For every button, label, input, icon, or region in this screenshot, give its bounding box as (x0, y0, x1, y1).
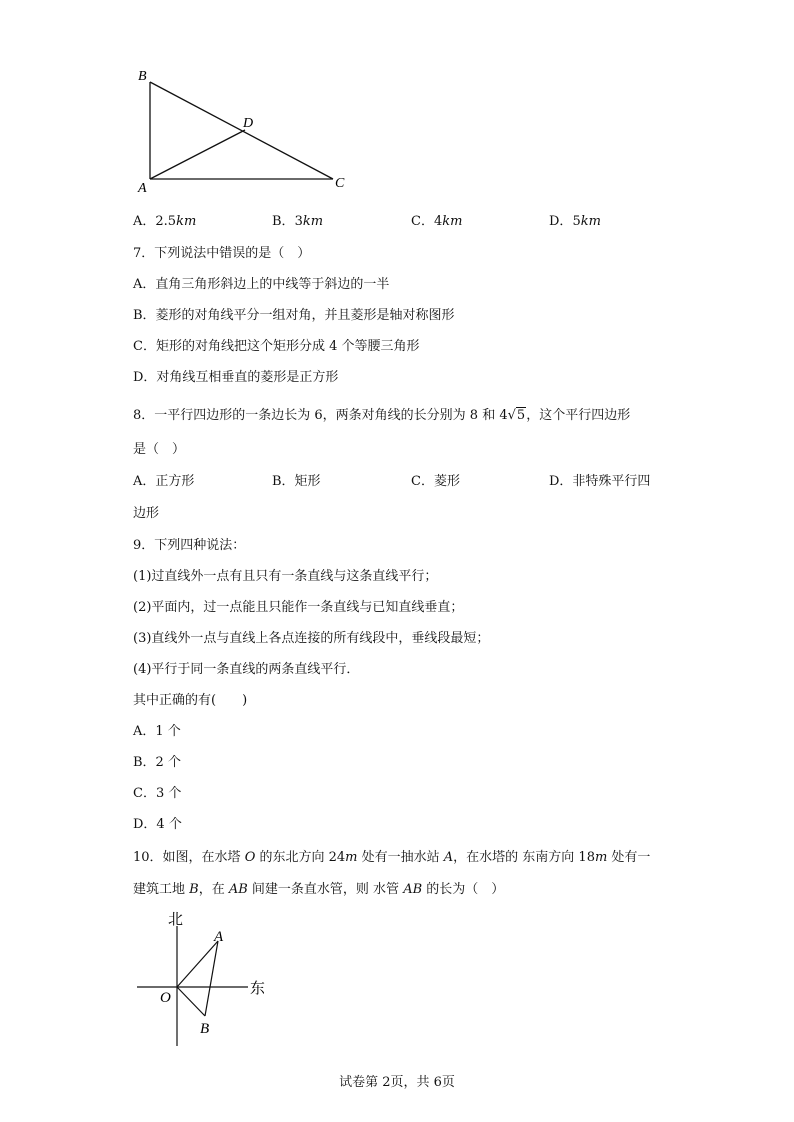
q10-stem-line1: 10．如图，在水塔 O 的东北方向 24m 处有一抽水站 A，在水塔的 东南方向 18m 处有一 (133, 850, 651, 865)
q8-option-c: C．菱形 (411, 474, 460, 489)
q8-option-b: B．矩形 (272, 474, 321, 489)
q9-statement-3: (3)直线外一点与直线上各点连接的所有线段中，垂线段最短； (133, 631, 490, 646)
label-C: C (335, 176, 345, 191)
segment-OA (177, 941, 218, 987)
label-A: A (138, 181, 147, 196)
q8-stem-line2: 是（ ） (133, 442, 186, 457)
q8-stem: 8．一平行四边形的一条边长为 6，两条对角线的长分别为 8 和 4√5，这个平行四边形 (133, 408, 631, 423)
label-A: A (214, 929, 224, 945)
q7-stem: 7．下列说法中错误的是（ ） (133, 246, 311, 261)
q8-option-d: D．非特殊平行四 (549, 474, 651, 489)
segment-OB (177, 987, 205, 1016)
q7-option-c: C．矩形的对角线把这个矩形分成 4 个等腰三角形 (133, 339, 420, 354)
q9-question: 其中正确的有( ) (133, 693, 248, 708)
segment-AB (205, 941, 218, 1016)
label-B: B (200, 1021, 210, 1037)
q9-stem: 9．下列四种说法： (133, 538, 246, 553)
q6-option-d: D．5km (549, 214, 601, 229)
q9-option-a: A．1 个 (133, 724, 181, 739)
q6-option-a: A．2.5km (133, 214, 197, 229)
label-east: 东 (250, 981, 266, 997)
q7-option-a: A．直角三角形斜边上的中线等于斜边的一半 (133, 277, 390, 292)
q8-option-a: A．正方形 (133, 474, 195, 489)
q9-statement-2: (2)平面内，过一点能且只能作一条直线与已知直线垂直； (133, 600, 464, 615)
segment-AD (150, 130, 245, 179)
q8-option-d-wrap: 边形 (133, 506, 160, 521)
sqrt-expression: 4√5 (499, 408, 526, 423)
q9-option-c: C．3 个 (133, 786, 182, 801)
q6-option-c: C．4km (411, 214, 463, 229)
q9-option-b: B．2 个 (133, 755, 181, 770)
label-B: B (138, 69, 147, 84)
q10-stem-line2: 建筑工地 B，在 AB 间建一条直水管，则 水管 AB 的长为（ ） (133, 882, 505, 897)
compass-figure (130, 908, 280, 1048)
q6-option-b: B．3km (272, 214, 324, 229)
q7-option-b: B．菱形的对角线平分一组对角，并且菱形是轴对称图形 (133, 308, 455, 323)
page-footer: 试卷第 2页，共 6页 (339, 1075, 455, 1090)
label-north: 北 (168, 912, 184, 928)
q9-option-d: D．4 个 (133, 817, 182, 832)
label-O: O (160, 990, 171, 1006)
q7-option-d: D．对角线互相垂直的菱形是正方形 (133, 370, 339, 385)
q9-statement-4: (4)平行于同一条直线的两条直线平行． (133, 662, 360, 677)
label-D: D (243, 116, 254, 131)
q9-statement-1: (1)过直线外一点有且只有一条直线与这条直线平行； (133, 569, 438, 584)
triangle-figure (130, 62, 360, 196)
